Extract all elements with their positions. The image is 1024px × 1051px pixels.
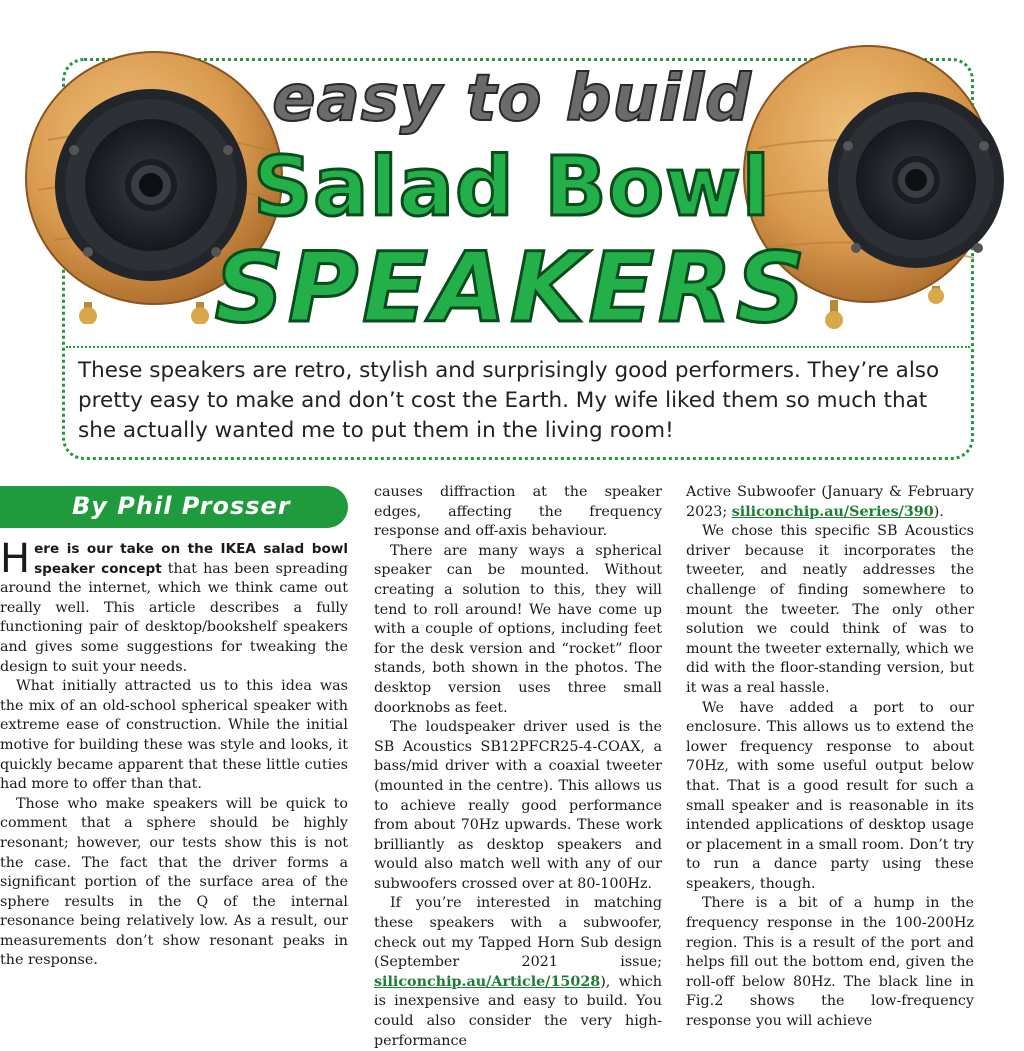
col3-paragraph-3: There is a bit of a hump in the frequency response in the 100-200Hz region. This is a result of the port and helps fill out the bottom end, given the roll-off below 80Hz. The black line in Fig.2 shows the low-frequency response you will achieve xyxy=(686,895,974,1030)
article-column-2 xyxy=(374,483,662,1051)
main-title-line2: SPEAKERS xyxy=(214,232,810,344)
kicker-title: easy to build xyxy=(272,62,752,136)
lead-in: ere is our take on the IKEA salad bowl speaker concept xyxy=(34,541,348,577)
col1-p1-text: that has been spreading around the internet, which we think came out really well. This article describes a fully functioning pair of desktop/bookshelf speakers and gives some suggestions for tweaking the design to suit your needs. xyxy=(0,560,348,675)
col3-p0-text-b: ). xyxy=(933,503,944,520)
col2-p3-text-a: If you’re interested in matching these speakers with a subwoofer, check out my Tapped Horn Sub design (September 2021 issue; xyxy=(374,895,662,971)
active-subwoofer-link[interactable]: siliconchip.au/Series/390 xyxy=(731,503,934,520)
col2-paragraph-2: The loudspeaker driver used is the SB Acoustics SB12PFCR25-4-COAX, a bass/mid driver with a coaxial tweeter (mounted in the centre). This allows us to achieve really good performance from about 70Hz upwards. These work brilliantly as desktop speakers and would also match well with any of our subwoofers crossed over at 80-100Hz. xyxy=(374,719,662,892)
col2-paragraph-1: There are many ways a spherical speaker can be mounted. Without creating a solution to this, they will tend to roll around! We have come up with a couple of options, including feet for the desk version and “rocket” floor stands, both shown in the photos. The desktop version uses three small doorknobs as feet. xyxy=(374,542,662,716)
col1-paragraph-3: Those who make speakers will be quick to comment that a sphere should be highly resonant; however, our tests show this is not the case. The fact that the driver forms a significant portion of the surface area of the sphere results in the Q of the internal resonance being relatively low. As a result, our measurements don’t show resonant peaks in the response. xyxy=(0,795,348,969)
col1-paragraph-2: What initially attracted us to this idea was the mix of an old-school spherical speaker with extreme ease of construction. While the initial motive for building these was style and looks, it quickly became apparent that these little cuties had more to offer than that. xyxy=(0,678,348,793)
byline-bar xyxy=(0,486,348,528)
col3-p0-text-a: Active Subwoofer (January & February 2023; xyxy=(686,484,974,520)
header-divider xyxy=(66,346,970,348)
col3-paragraph-2: We have added a port to our enclosure. This allows us to extend the lower frequency response to about 70Hz, with some useful output below that. That is a good result for such a small speaker and is reasonable in its intended applications of desktop usage or placement in a small room. Don’t try to run a dance party using these speakers, though. xyxy=(686,699,974,892)
byline-text: By Phil Prosser xyxy=(72,492,291,520)
tapped-horn-link[interactable]: siliconchip.au/Article/15028 xyxy=(374,973,601,990)
col2-p3-text-b: ), which is inexpensive and easy to build. You could also consider the very high-performance xyxy=(374,973,662,1049)
col1-paragraph-1 xyxy=(0,536,348,677)
main-title-line1: Salad Bowl xyxy=(253,140,771,235)
article-column-3 xyxy=(686,483,974,1032)
article-column-1 xyxy=(0,536,348,971)
col3-paragraph-1: We chose this specific SB Acoustics driver because it incorporates the tweeter, and neatly addresses the challenge of finding somewhere to mount the tweeter. The only other solution we could think of was to mount the tweeter externally, which we did with the floor-standing version, but it was a real hassle. xyxy=(686,523,974,696)
col3-paragraph-0 xyxy=(686,483,974,522)
standfirst: These speakers are retro, stylish and surprisingly good performers. They’re also pretty easy to make and don’t cost the Earth. My wife liked them so much that she actually wanted me to put them in the living room! xyxy=(78,358,940,443)
col2-paragraph-3 xyxy=(374,894,662,1051)
drop-cap: H xyxy=(0,536,31,582)
col2-paragraph-0: causes diffraction at the speaker edges, affecting the frequency response and off-axis behaviour. xyxy=(374,484,662,540)
